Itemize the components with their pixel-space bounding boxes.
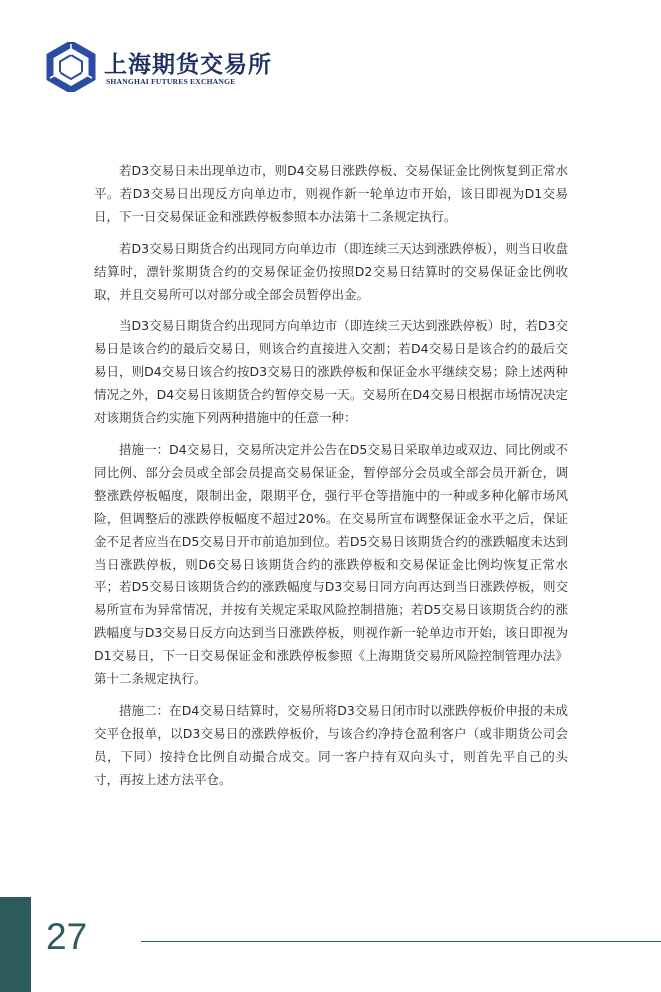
paragraph: 措施二：在D4交易日结算时，交易所将D3交易日闭市时以涨跌停板价申报的未成交平仓报单，以D3交易日的涨跌停板价，与该合约净持仓盈利客户（或非期货公司会员，下同）按持仓比例自动撮合成交。同一客户持有双向头寸，则首先平自己的头寸，再按上述方法平仓。 bbox=[94, 702, 568, 787]
paragraph: 当D3交易日期货合约出现同方向单边市（即连续三天达到涨跌停板）时，若D3交易日是该合约的最后交易日，则该合约直接进入交割；若D4交易日是该合约的最后交易日，则D4交易日该合约按D3交易日的涨跌停板和保证金水平继续交易；除上述两种情况之外，D4交易日该期货合约暂停交易一天。交易所在D4交易日根据市场情况决定对该期货合约实施下列两种措施中的任意一种： bbox=[94, 318, 568, 426]
paragraph: 若D3交易日期货合约出现同方向单边市（即连续三天达到涨跌停板），则当日收盘结算时，漂针浆期货合约的交易保证金仍按照D2交易日结算时的交易保证金比例收取，并且交易所可以对部分或全部会员暂停出金。 bbox=[94, 240, 568, 302]
document-body bbox=[94, 160, 568, 801]
page-header bbox=[44, 40, 304, 96]
logo-name-cn: 上海期货交易所 bbox=[104, 51, 272, 78]
paragraph: 若D3交易日未出现单边市，则D4交易日涨跌停板、交易保证金比例恢复到正常水平。若D3交易日出现反方向单边市，则视作新一轮单边市开始，该日即视为D1交易日，下一日交易保证金和涨跌停板参照本办法第十二条规定执行。 bbox=[94, 163, 568, 224]
exchange-logo-icon bbox=[44, 42, 98, 92]
paragraph: 措施一：D4交易日，交易所决定并公告在D5交易日采取单边或双边、同比例或不同比例、部分会员或全部会员提高交易保证金，暂停部分会员或全部会员开新仓，调整涨跌停板幅度，限制出金，限期平仓，强行平仓等措施中的一种或多种化解市场风险，但调整后的涨跌停板幅度不超过20%。在交易所宣布调整保证金水平之后，保证金不足者应当在D5交易日开市前追加到位。若D5交易日该期货合约的涨跌幅度未达到当日涨跌停板，则D6交易日该期货合约的涨跌停板和交易保证金比例均恢复正常水平；若D5交易日该期货合约的涨跌幅度与D3交易日同方向再达到当日涨跌停板，则交易所宣布为异常情况，并按有关规定采取风险控制措施；若D5交易日该期货合约的涨跌幅度与D3交易日反方向达到当日涨跌停板，则视作新一轮单边市开始，该日即视为D1交易日，下一日交易保证金和涨跌停板参照《上海期货交易所风险控制管理办法》第十二条规定执行。 bbox=[94, 441, 568, 687]
page-number: 27 bbox=[46, 916, 88, 957]
logo-name-en: SHANGHAI FUTURES EXCHANGE bbox=[106, 77, 236, 86]
footer-side-bar bbox=[0, 897, 31, 992]
footer-divider bbox=[141, 941, 661, 942]
